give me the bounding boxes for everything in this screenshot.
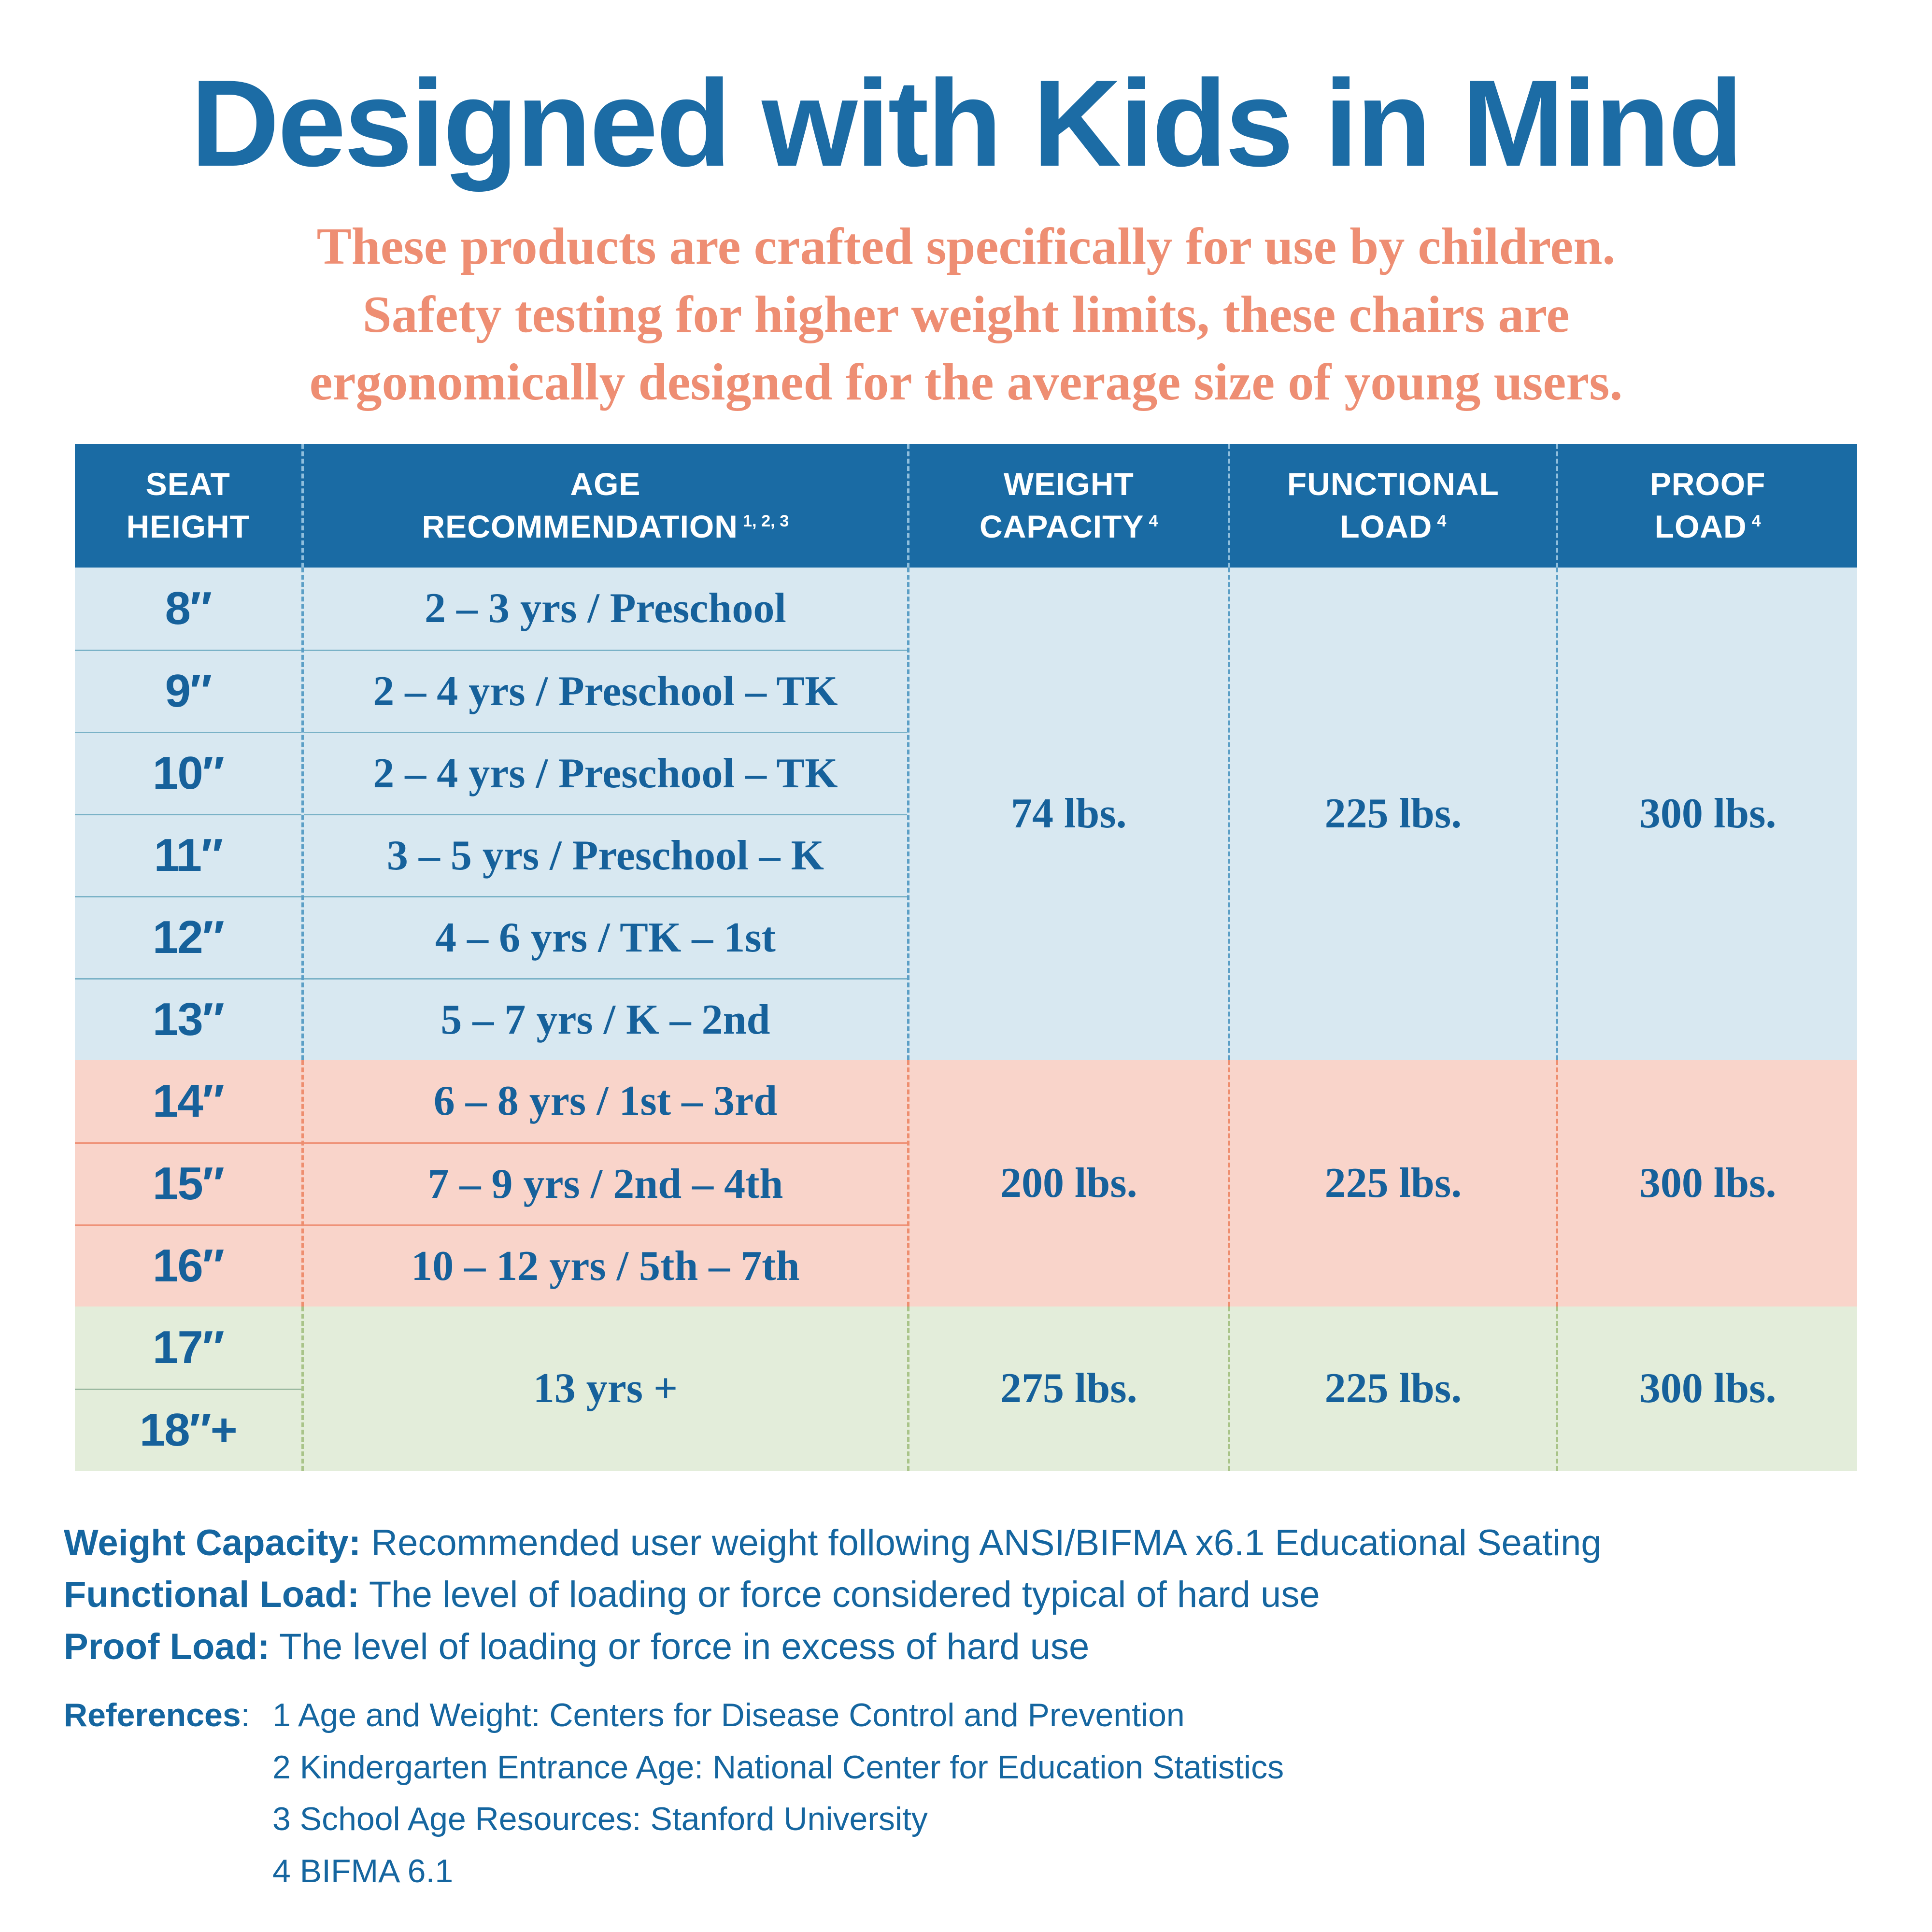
header-superscript: 4 — [1437, 511, 1447, 530]
age-cell: 4 – 6 yrs / TK – 1st — [304, 896, 908, 978]
seat-height-column — [75, 568, 301, 1060]
seat-height-cell: 18″+ — [75, 1389, 301, 1471]
age-cell: 2 – 3 yrs / Preschool — [425, 585, 786, 632]
seat-height-cell: 9″ — [75, 650, 301, 732]
functional-load-cell: 225 lbs. — [1228, 568, 1556, 1060]
seat-height-cell: 13″ — [75, 978, 301, 1060]
age-cell: 7 – 9 yrs / 2nd – 4th — [304, 1142, 908, 1224]
page-title: Designed with Kids in Mind — [190, 55, 1742, 192]
seat-height-cell: 8″ — [165, 582, 211, 634]
definition-functional-load: Functional Load: The level of loading or force considered typical of hard use — [64, 1574, 1320, 1616]
definition-proof-load: Proof Load: The level of loading or force in excess of hard use — [64, 1626, 1090, 1668]
proof-load-cell: 300 lbs. — [1556, 568, 1857, 1060]
functional-load-cell: 225 lbs. — [1228, 1307, 1556, 1471]
reference-item: 3 School Age Resources: Stanford University — [272, 1801, 928, 1838]
references — [64, 1690, 1864, 1897]
age-cell: 3 – 5 yrs / Preschool – K — [304, 814, 908, 896]
col-header-weight-capacity: WEIGHT CAPACITY $^4$ — [907, 444, 1228, 568]
weight-capacity-cell: 200 lbs. — [907, 1060, 1228, 1307]
col-header-age-recommendation: AGE RECOMMENDATION $^{1, 2, 3}$ — [301, 444, 908, 568]
subtitle — [0, 213, 1932, 416]
reference-item: 2 Kindergarten Entrance Age: National Center for Education Statistics — [272, 1748, 1284, 1786]
col-header-functional-load: FUNCTIONAL LOAD $^4$ — [1228, 444, 1556, 568]
header-superscript: 4 — [1149, 511, 1158, 530]
seat-height-cell: 15″ — [75, 1142, 301, 1224]
reference-item: 1 Age and Weight: Centers for Disease Control and Prevention — [272, 1697, 1185, 1734]
spec-table — [75, 444, 1857, 1471]
proof-load-cell: 300 lbs. — [1556, 1307, 1857, 1471]
reference-item: 4 BIFMA 6.1 — [272, 1852, 454, 1889]
age-recommendation-column — [301, 568, 908, 1060]
table-group-green — [75, 1307, 1857, 1471]
age-cell: 5 – 7 yrs / K – 2nd — [304, 978, 908, 1060]
subtitle-line-1: These products are crafted specifically for use by children. — [316, 218, 1616, 276]
definitions — [64, 1517, 1864, 1674]
subtitle-line-3: ergonomically designed for the average size of young users. — [309, 354, 1623, 412]
seat-height-cell: 11″ — [75, 814, 301, 896]
header-superscript: 1, 2, 3 — [742, 511, 789, 530]
weight-capacity-cell: 275 lbs. — [907, 1307, 1228, 1471]
age-cell: 2 – 4 yrs / Preschool – TK — [304, 732, 908, 814]
seat-height-column — [75, 1060, 301, 1307]
seat-height-cell: 16″ — [75, 1224, 301, 1307]
seat-height-cell: 12″ — [75, 896, 301, 978]
age-recommendation-column — [301, 1060, 908, 1307]
table-group-salmon — [75, 1060, 1857, 1307]
weight-capacity-cell: 74 lbs. — [907, 568, 1228, 1060]
definition-weight-capacity: Weight Capacity: Recommended user weight following ANSI/BIFMA x6.1 Educational Seating — [64, 1522, 1602, 1563]
seat-height-cell: 10″ — [75, 732, 301, 814]
subtitle-line-2: Safety testing for higher weight limits, these chairs are — [362, 285, 1570, 343]
seat-height-cell: 14″ — [152, 1075, 224, 1127]
seat-height-column — [75, 1307, 301, 1471]
col-header-seat-height: SEAT HEIGHT — [126, 466, 250, 544]
functional-load-cell: 225 lbs. — [1228, 1060, 1556, 1307]
age-cell: 2 – 4 yrs / Preschool – TK — [304, 650, 908, 732]
age-cell-merged: 13 yrs + — [301, 1307, 908, 1471]
age-cell: 10 – 12 yrs / 5th – 7th — [304, 1224, 908, 1307]
col-header-proof-load: PROOF LOAD $^4$ — [1556, 444, 1857, 568]
table-group-blue — [75, 568, 1857, 1060]
header-superscript: 4 — [1751, 511, 1761, 530]
references-list — [272, 1690, 1864, 1897]
proof-load-cell: 300 lbs. — [1556, 1060, 1857, 1307]
table-header-row — [75, 444, 1857, 568]
references-label: References: — [64, 1697, 250, 1734]
seat-height-cell: 17″ — [152, 1321, 224, 1373]
age-cell: 6 – 8 yrs / 1st – 3rd — [433, 1078, 778, 1125]
